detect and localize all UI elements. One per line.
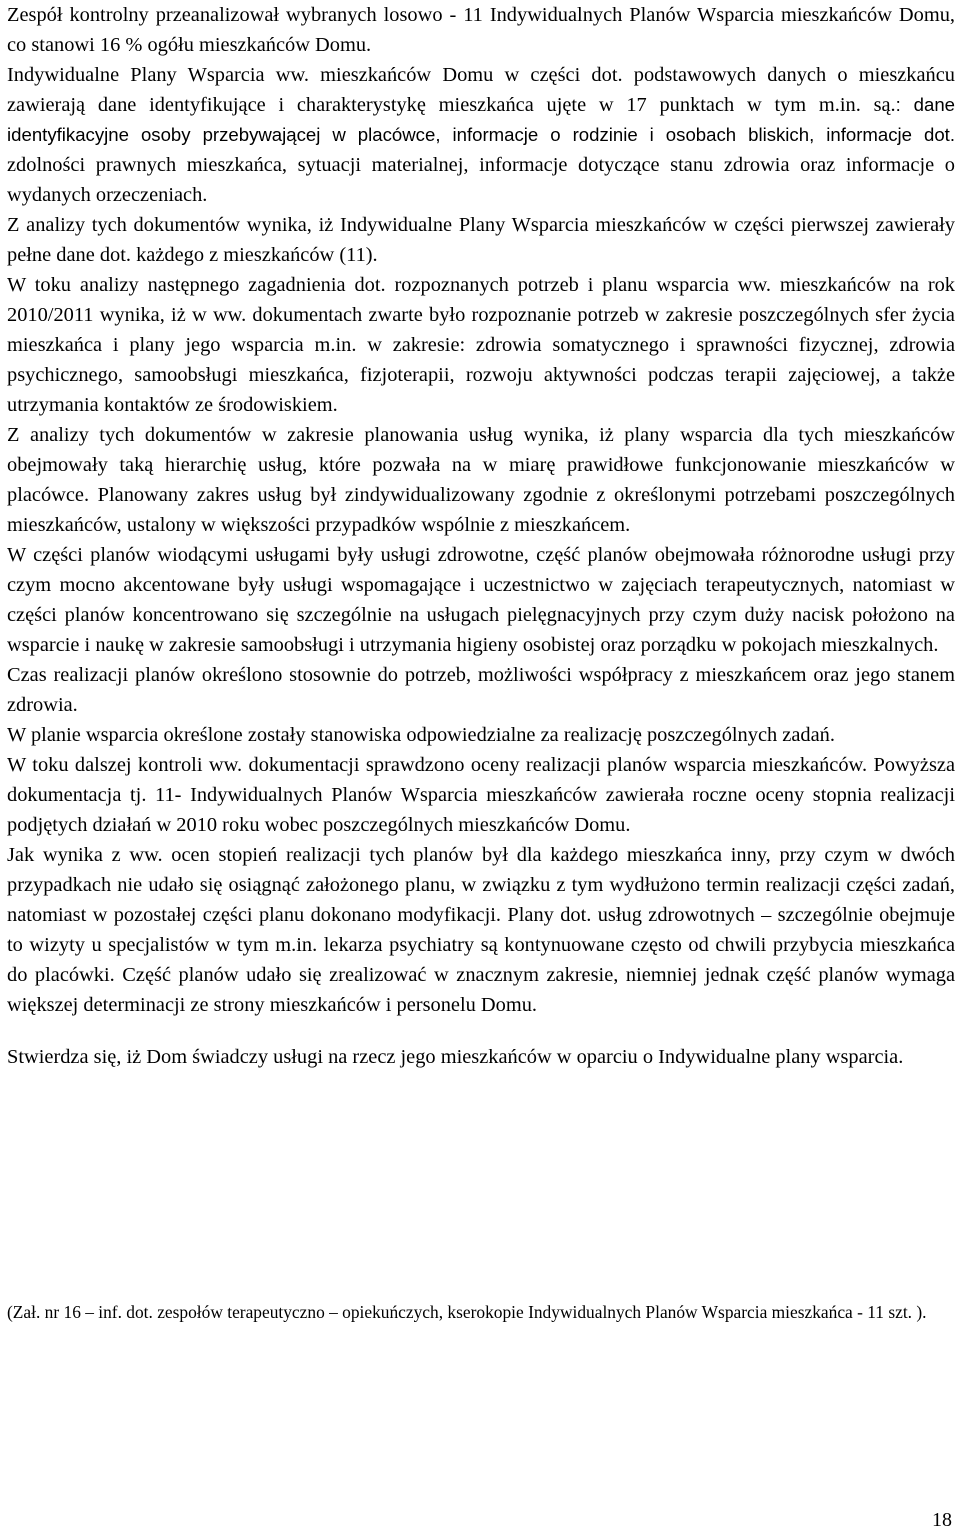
paragraph-service-planning: Z analizy tych dokumentów w zakresie planowania usług wynika, iż plany wsparcia dla tych mieszkańców obejmowały taką hierarchię usług, które pozwała na w miarę prawidłowe funkcjonowanie mieszkańców w placówce. Planowany zakres usług był zindywidualizowany zgodnie z określonymi potrzebami poszczególnych mieszkańców, ustalony w większości przypadków wspólnie z mieszkańcem. [7,424,955,536]
paragraph-realization-degree: Jak wynika z ww. ocen stopień realizacji tych planów był dla każdego mieszkańca inny, przy czym w dwóch przypadkach nie udało się osiągnąć założonego planu, w związku z tym wydłużono termin realizacji części zadań, natomiast w pozostałej części planu dokonano modyfikacji. Plany dot. usług zdrowotnych – szczególnie obejmuje to wizyty u specjalistów w tym m.in. lekarza psychiatry są kontynuowane często od chwili przybycia mieszkańca do placówki. Część planów udało się zrealizować w znacznym zakresie, niemniej jednak część planów wymaga większej determinacji ze strony mieszkańców i personelu Domu. [7,844,955,1016]
page-number: 18 [932,1509,952,1531]
paragraph-responsibilities: W planie wsparcia określone zostały stanowiska odpowiedzialne za realizację poszczególnych zadań. [7,724,835,746]
document-body [7,0,955,1072]
paragraph-evaluations: W toku dalszej kontroli ww. dokumentacji sprawdzono oceny realizacji planów wsparcia mieszkańców. Powyższa dokumentacja tj. 11- Indywidualnych Planów Wsparcia mieszkańców zawierała roczne oceny stopnia realizacji podjętych działań w 2010 roku wobec poszczególnych mieszkańców Domu. [7,754,955,836]
paragraph-timeframe: Czas realizacji planów określono stosownie do potrzeb, możliwości współpracy z mieszkańcem oraz jego stanem zdrowia. [7,664,955,716]
paragraph-basic-data-part1: Indywidualne Plany Wsparcia ww. mieszkańców Domu w części dot. podstawowych danych o mieszkańcu zawierają dane identyfikujące i charakterystykę mieszkańca ujęte w 17 punktach w tym m.in. są. [7,64,955,116]
paragraph-needs-recognition: W toku analizy następnego zagadnienia dot. rozpoznanych potrzeb i planu wsparcia ww. mieszkańców na rok 2010/2011 wynika, iż w ww. dokumentach zwarte było rozpoznanie potrzeb w zakresie poszczególnych sfer życia mieszkańca i plany jego wsparcia m.in. w zakresie: zdrowia somatycznego i sprawności fizycznej, zdrowia psychicznego, samoobsługi mieszkańca, fizjoterapii, rozwoju aktywności podczas terapii zajęciowej, a także utrzymania kontaktów ze środowiskiem. [7,274,955,416]
paragraph-leading-services: W części planów wiodącymi usługami były usługi zdrowotne, część planów obejmowała różnorodne usługi przy czym mocno akcentowane były usługi wspomagające i uczestnictwo w zajęciach terapeutycznych, natomiast w części planów koncentrowano się szczególnie na usługach pielęgnacyjnych przy czym duży nacisk położono na wsparcie i naukę w zakresie samoobsługi i utrzymania higieny osobistej oraz porządku w pokojach mieszkalnych. [7,544,955,656]
paragraph-basic-data-part3: zdolności prawnych mieszkańca, sytuacji materialnej, informacje dotyczące stanu zdrowia oraz informacje o wydanych orzeczeniach. [7,154,955,206]
paragraph-conclusion: Stwierdza się, iż Dom świadczy usługi na rzecz jego mieszkańców w oparciu o Indywidualne plany wsparcia. [7,1046,904,1068]
paragraph-analysis-result: Z analizy tych dokumentów wynika, iż Indywidualne Plany Wsparcia mieszkańców w części pierwszej zawierały pełne dane dot. każdego z mieszkańców (11). [7,214,955,266]
paragraph-basic-data [7,60,955,210]
paragraph-sample-analysis: Zespół kontrolny przeanalizował wybranych losowo - 11 Indywidualnych Planów Wsparcia mieszkańców Domu, co stanowi 16 % ogółu mieszkańców Domu. [7,4,955,56]
paragraph-basic-data-part2: : dane identyfikacyjne osoby przebywającej w placówce, informacje o rodzinie i osobach bliskich, informacje dot. [7,94,955,145]
attachment-note: (Zał. nr 16 – inf. dot. zespołów terapeutyczno – opiekuńczych, kserokopie Indywidualnych Planów Wsparcia mieszkańca - 11 szt. ). [7,1302,927,1322]
